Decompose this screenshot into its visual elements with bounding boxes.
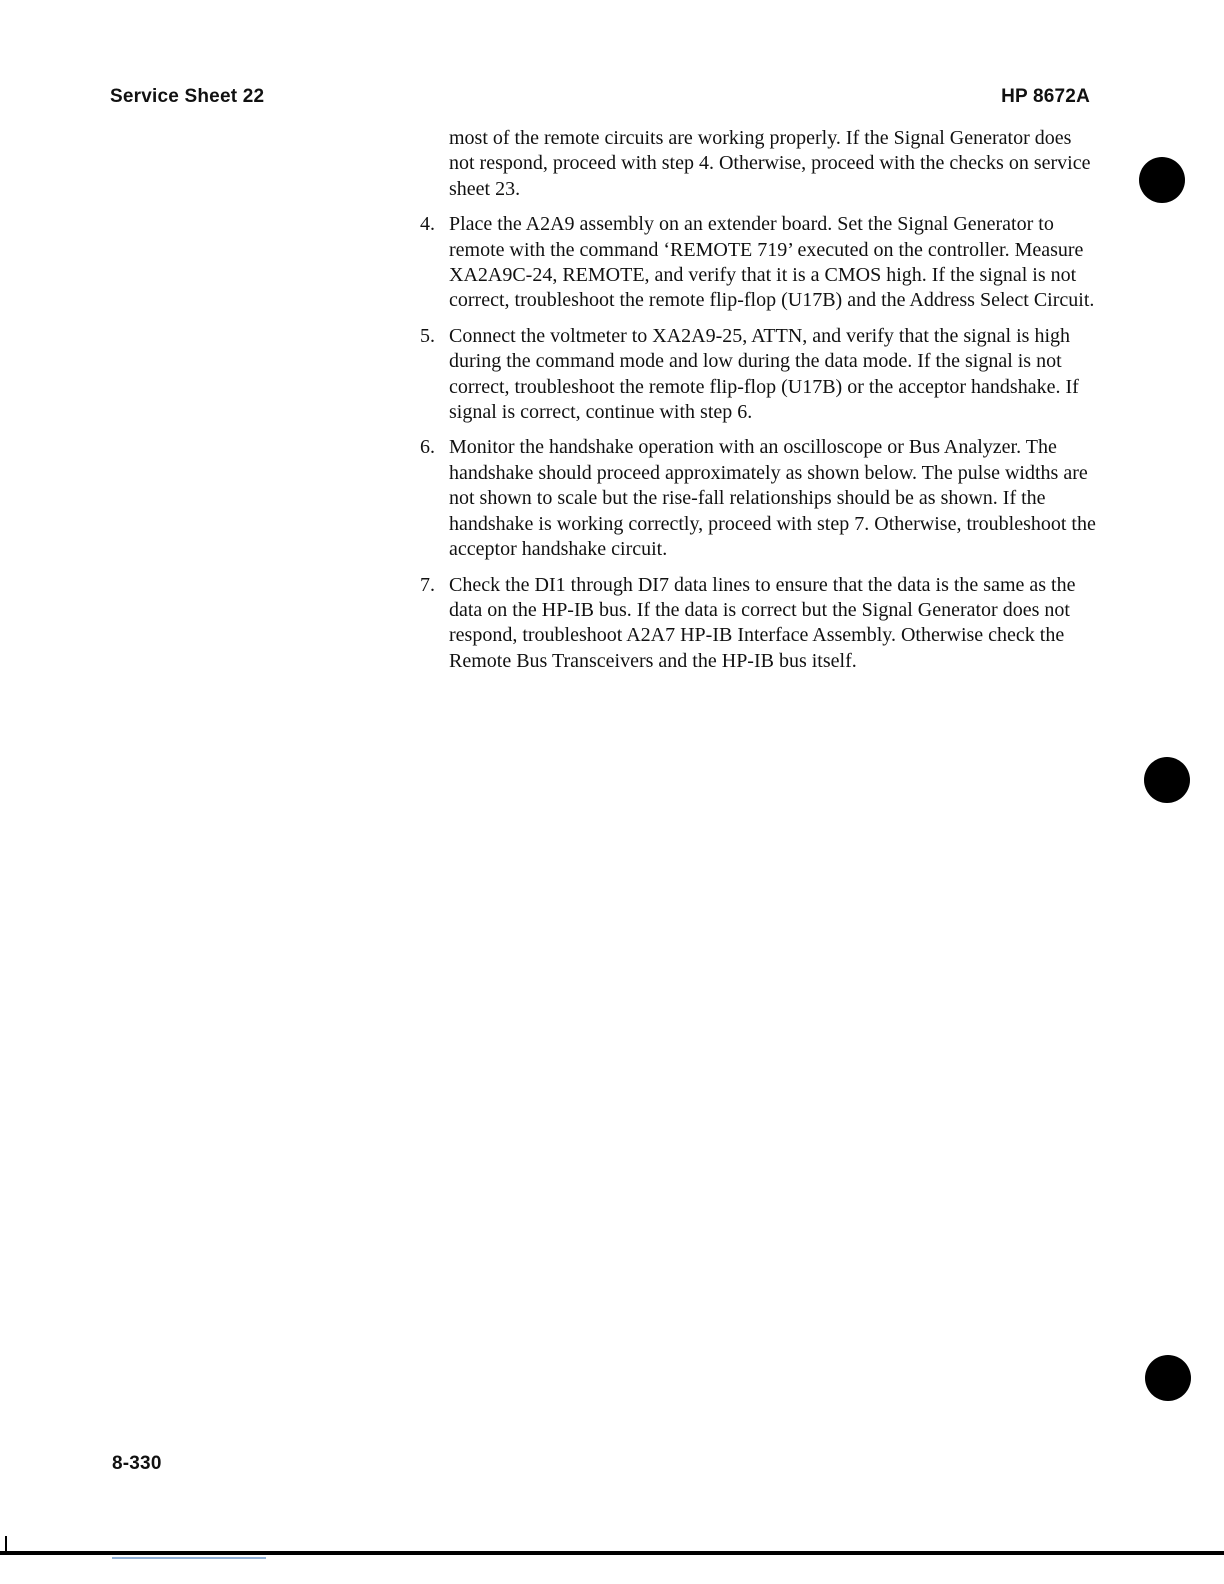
- running-header-right: HP 8672A: [1001, 86, 1090, 107]
- step-text: Check the DI1 through DI7 data lines to ensure that the data is the same as the data on the HP-IB bus. If the data is correct but the Signal Generator does not respond, troubleshoot A2A7 HP-IB Interface Assembly. Otherwise check the Remote Bus Transceivers and the HP-IB bus itself.: [449, 573, 1076, 672]
- step-number: 7.: [420, 573, 435, 596]
- procedure-body: [420, 126, 1100, 684]
- bottom-rule-accent: [112, 1557, 266, 1559]
- page-number: 8-330: [112, 1453, 162, 1474]
- step-text: Place the A2A9 assembly on an extender board. Set the Signal Generator to remote with the command ‘REMOTE 719’ executed on the controller. Measure XA2A9C-24, REMOTE, and verify that it is a CMOS high. If the signal is not correct, troubleshoot the remote flip-flop (U17B) and the Address Select Circuit.: [449, 213, 1095, 312]
- step-number: 4.: [420, 213, 435, 236]
- binder-hole-top: [1139, 157, 1185, 203]
- bottom-rule: [0, 1551, 1224, 1555]
- running-header-left: Service Sheet 22: [110, 86, 265, 107]
- procedure-step-6: [420, 435, 1100, 562]
- procedure-step-5: [420, 324, 1100, 426]
- procedure-step-7: [420, 573, 1100, 675]
- step-text: Connect the voltmeter to XA2A9-25, ATTN, and verify that the signal is high during the command mode and low during the data mode. If the signal is not correct, troubleshoot the remote flip-flop (U17B) or the acceptor handshake. If signal is correct, continue with step 6.: [449, 324, 1079, 424]
- procedure-step-4: [420, 212, 1100, 314]
- step-number: 6.: [420, 436, 435, 459]
- step-text: Monitor the handshake operation with an oscilloscope or Bus Analyzer. The handshake should proceed approximately as shown below. The pulse widths are not shown to scale but the rise-fall relationships should be as shown. If the handshake is working correctly, proceed with step 7. Otherwise, troubleshoot the acceptor handshake circuit.: [449, 436, 1096, 561]
- binder-hole-middle: [1144, 757, 1190, 803]
- intro-paragraph: most of the remote circuits are working properly. If the Signal Generator does not respond, proceed with step 4. Otherwise, proceed with the checks on service sheet 23.: [449, 127, 1091, 200]
- step-number: 5.: [420, 324, 435, 347]
- bottom-rule-tick: [5, 1536, 7, 1552]
- binder-hole-bottom: [1145, 1355, 1191, 1401]
